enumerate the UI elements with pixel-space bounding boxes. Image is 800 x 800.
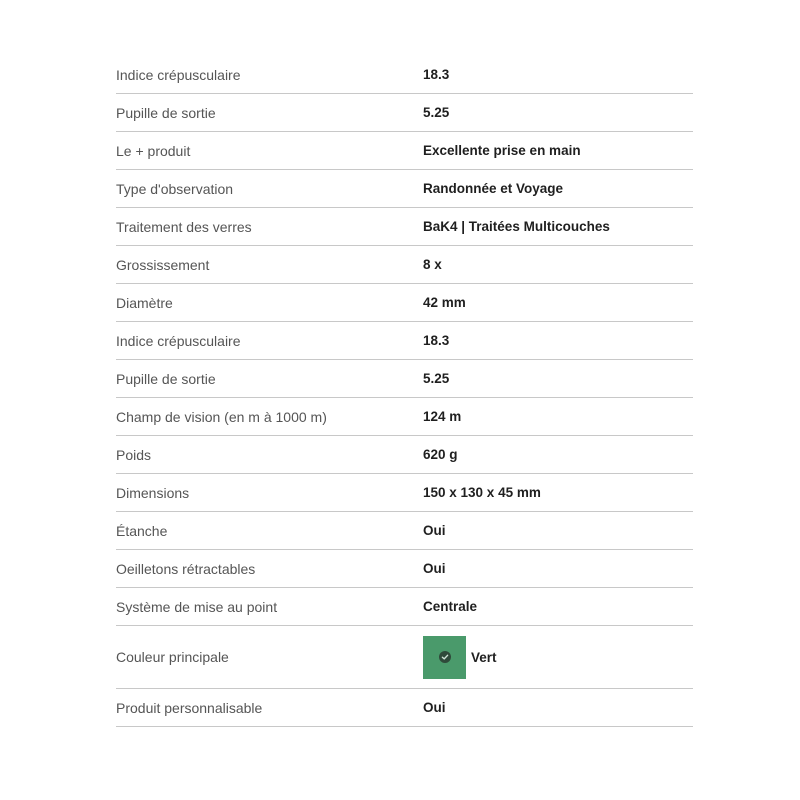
spec-row-focus-system bbox=[116, 588, 693, 626]
spec-label: Type d'observation bbox=[116, 180, 234, 197]
spec-label: Diamètre bbox=[116, 294, 173, 311]
spec-row-exit-pupil-2 bbox=[116, 360, 693, 398]
spec-label: Pupille de sortie bbox=[116, 104, 216, 121]
spec-row-twilight-factor-2 bbox=[116, 322, 693, 360]
check-circle-icon bbox=[439, 651, 451, 663]
spec-label: Traitement des verres bbox=[116, 218, 252, 235]
spec-value: Oui bbox=[423, 561, 446, 576]
spec-row-product-plus bbox=[116, 132, 693, 170]
spec-label: Indice crépusculaire bbox=[116, 66, 241, 83]
spec-row-main-color bbox=[116, 626, 693, 689]
spec-row-observation-type bbox=[116, 170, 693, 208]
spec-row-exit-pupil bbox=[116, 94, 693, 132]
spec-row-dimensions bbox=[116, 474, 693, 512]
spec-value: 8 x bbox=[423, 257, 442, 272]
spec-row-twilight-factor bbox=[116, 56, 693, 94]
spec-value: 124 m bbox=[423, 409, 462, 424]
spec-row-lens-treatment bbox=[116, 208, 693, 246]
spec-row-waterproof bbox=[116, 512, 693, 550]
spec-value: 18.3 bbox=[423, 67, 450, 82]
spec-value: Oui bbox=[423, 700, 446, 715]
spec-label: Champ de vision (en m à 1000 m) bbox=[116, 408, 327, 425]
spec-row-customizable bbox=[116, 689, 693, 727]
spec-row-weight bbox=[116, 436, 693, 474]
spec-value: 5.25 bbox=[423, 105, 450, 120]
spec-label: Oeilletons rétractables bbox=[116, 560, 256, 577]
spec-label: Couleur principale bbox=[116, 649, 229, 665]
spec-label: Système de mise au point bbox=[116, 598, 278, 615]
spec-row-field-of-view bbox=[116, 398, 693, 436]
color-name: Vert bbox=[471, 649, 497, 665]
color-swatch-green[interactable] bbox=[423, 636, 466, 679]
spec-label: Dimensions bbox=[116, 484, 190, 501]
spec-value: BaK4 | Traitées Multicouches bbox=[423, 219, 610, 234]
spec-value: 620 g bbox=[423, 447, 458, 462]
check-icon bbox=[441, 653, 449, 661]
spec-label: Indice crépusculaire bbox=[116, 332, 241, 349]
spec-label: Grossissement bbox=[116, 256, 210, 273]
spec-label: Poids bbox=[116, 446, 152, 463]
spec-value: Oui bbox=[423, 523, 446, 538]
spec-row-diameter bbox=[116, 284, 693, 322]
spec-label: Le + produit bbox=[116, 142, 191, 159]
spec-table bbox=[116, 56, 693, 727]
spec-value: Excellente prise en main bbox=[423, 143, 581, 158]
spec-value: 42 mm bbox=[423, 295, 466, 310]
spec-label: Pupille de sortie bbox=[116, 370, 216, 387]
spec-label: Étanche bbox=[116, 522, 168, 539]
spec-label: Produit personnalisable bbox=[116, 699, 263, 716]
spec-value: 18.3 bbox=[423, 333, 450, 348]
spec-row-magnification bbox=[116, 246, 693, 284]
spec-value: Randonnée et Voyage bbox=[423, 181, 564, 196]
spec-row-retractable-eyecups bbox=[116, 550, 693, 588]
spec-value: 5.25 bbox=[423, 371, 450, 386]
spec-value-color bbox=[423, 636, 693, 679]
spec-value: Centrale bbox=[423, 599, 478, 614]
spec-value: 150 x 130 x 45 mm bbox=[423, 485, 541, 500]
